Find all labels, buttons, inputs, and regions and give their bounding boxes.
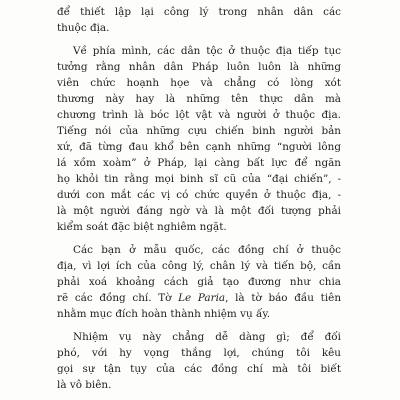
text-line: nhằm mục đích hoàn thành nhiệm vụ ấy. <box>57 308 271 320</box>
text-line: phải xoá khoảng cách giả tạo đương như chia <box>57 276 341 288</box>
text-line: thương này hay là những tên thực dân mà <box>57 93 341 105</box>
text-fragment: , là tờ báo đầu tiên <box>225 292 341 304</box>
text-line: xứ, đã từng đau khổ bên cạnh những “người lông <box>57 141 341 153</box>
text-line: họ khỏi tin rằng mọi binh sĩ cũ của “đại chiến”, - <box>57 173 341 185</box>
text-line: để thiết lập lại công lý trong nhân dân các <box>57 6 341 18</box>
text-line: phó, với hy vọng thắng lợi, chúng tôi kêu <box>57 347 341 359</box>
text-line: viên chức hoạnh họe và chẳng có lòng xót <box>57 77 341 89</box>
text-line: địa, vì lợi ích của công lý, chân lý và tiến bộ, cần <box>57 260 341 272</box>
text-line: kiểm soát đặc biệt nghiêm ngặt. <box>57 221 227 233</box>
text-line-with-title <box>57 290 341 306</box>
text-line: tưởng rằng nhân dân Pháp luôn luôn là những <box>57 61 341 73</box>
paragraph-4 <box>57 329 341 393</box>
text-line: dưới con mắt các vị có chức quyền ở thuộc địa, - <box>57 189 341 201</box>
page-text <box>57 4 341 393</box>
text-line: Tiếng nói của những cựu chiến binh người bản <box>57 125 341 137</box>
text-line: gọi sự tận tụy của các đồng chí mà tôi biết <box>57 363 341 375</box>
text-line: Về phía mình, các dân tộc ở thuộc địa tiếp tục <box>73 45 341 57</box>
text-line: Nhiệm vụ này chẳng dễ dàng gì; để đối <box>73 331 341 343</box>
paragraph-1 <box>57 4 341 36</box>
text-line: chương trình là bóc lột vật và người ở thuộc địa. <box>57 109 341 121</box>
paragraph-3 <box>57 242 341 322</box>
text-line: là một người đáng ngờ và là một đối tượng phải <box>57 205 341 217</box>
text-line: Các bạn ở mẫu quốc, các đồng chí ở thuộc <box>73 244 341 256</box>
paragraph-2 <box>57 43 341 235</box>
newspaper-title: Le Paria <box>178 292 226 304</box>
text-line: lá xồm xoàm” ở Pháp, lại càng bất lực để ngăn <box>57 157 341 169</box>
text-line: thuộc địa. <box>57 22 110 34</box>
text-fragment: rẽ các đồng chí. Tờ <box>57 292 179 304</box>
text-line: là vô biên. <box>57 379 112 391</box>
